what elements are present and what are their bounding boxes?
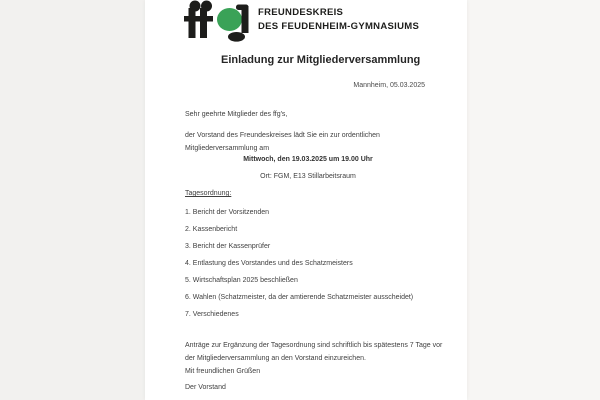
closing: Mit freundlichen Grüßen: [185, 368, 261, 375]
org-name-line1: FREUNDESKREIS: [258, 7, 344, 18]
agenda-item: 4. Entlastung des Vorstandes und des Schatzmeisters: [185, 260, 353, 267]
note-line1: Anträge zur Ergänzung der Tagesordnung sind schriftlich bis spätestens 7 Tage vor: [185, 342, 443, 349]
salutation: Sehr geehrte Mitglieder des ffg's,: [185, 111, 288, 118]
signature: Der Vorstand: [185, 384, 226, 391]
agenda-item: 3. Bericht der Kassenprüfer: [185, 243, 271, 250]
dateline: Mannheim, 05.03.2025: [353, 82, 425, 89]
agenda-item: 2. Kassenbericht: [185, 226, 238, 233]
note-paragraph: [185, 340, 442, 365]
agenda-list: [185, 208, 413, 327]
document-title: Einladung zur Mitgliederversammlung: [221, 54, 421, 66]
canvas-background-left: [0, 0, 145, 400]
document-page: [145, 0, 467, 400]
agenda-heading: Tagesordnung:: [185, 190, 232, 197]
meeting-datetime: Mittwoch, den 19.03.2025 um 19.00 Uhr: [243, 156, 373, 163]
intro-paragraph: [185, 129, 380, 155]
note-line2: der Mitgliederversammlung an den Vorstand einzureichen.: [185, 354, 366, 362]
org-name: [258, 6, 419, 33]
agenda-item: 5. Wirtschaftsplan 2025 beschließen: [185, 277, 298, 284]
ffg-logo-icon: [184, 0, 250, 42]
meeting-location: Ort: FGM, E13 Stillarbeitsraum: [260, 173, 356, 180]
intro-line2: Mitgliederversammlung am: [185, 145, 270, 152]
intro-line1: der Vorstand des Freundeskreises lädt Sie ein zur ordentlichen: [185, 132, 380, 139]
agenda-item: 7. Verschiedenes: [185, 311, 239, 318]
org-name-line2: DES FEUDENHEIM-GYMNASIUMS: [258, 20, 420, 32]
agenda-item: 1. Bericht der Vorsitzenden: [185, 209, 270, 216]
agenda-item: 6. Wahlen (Schatzmeister, da der amtierende Schatzmeister ausscheidet): [185, 294, 414, 301]
